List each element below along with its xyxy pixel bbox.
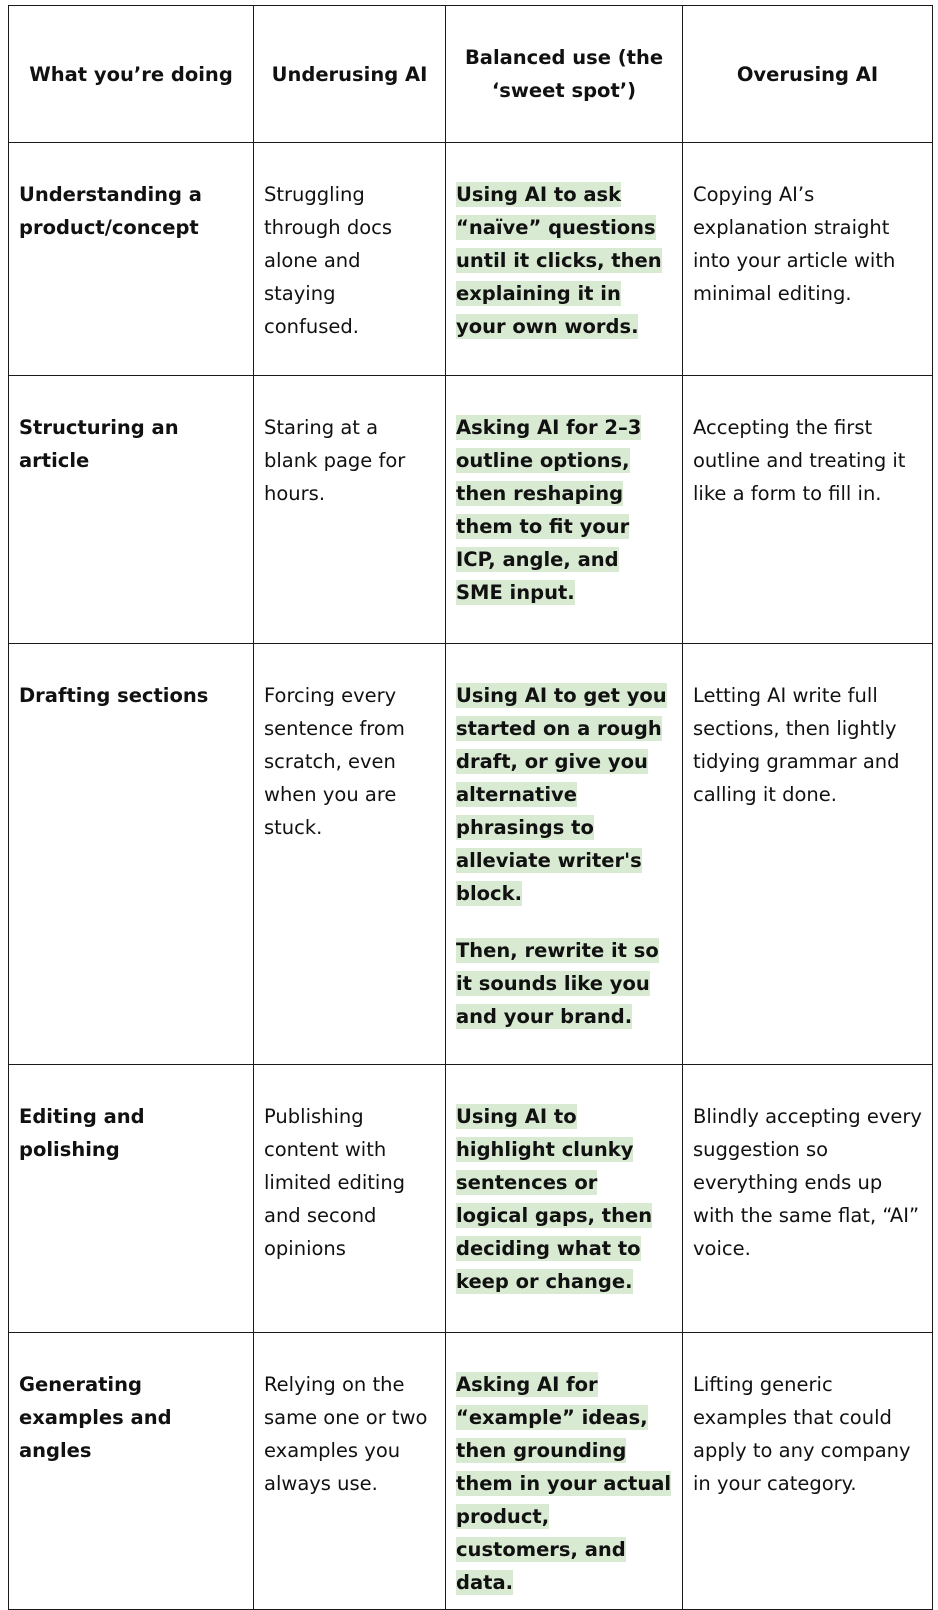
- comparison-table: [8, 5, 933, 1610]
- underusing-cell: Relying on the same one or two examples you always use.: [254, 1333, 446, 1610]
- balanced-paragraph: Using AI to ask “naïve” questions until it clicks, then explaining it in your own words.: [456, 183, 662, 338]
- task-cell: Understanding a product/concept: [9, 143, 254, 376]
- header-task: What you’re doing: [9, 6, 254, 143]
- header-balanced: Balanced use (the ‘sweet spot’): [446, 6, 683, 143]
- balanced-paragraph: Then, rewrite it so it sounds like you and your brand.: [456, 939, 659, 1028]
- balanced-cell: [446, 1065, 683, 1333]
- underusing-cell: Struggling through docs alone and staying confused.: [254, 143, 446, 376]
- task-cell: Drafting sections: [9, 644, 254, 1065]
- table-row: [9, 644, 933, 1065]
- underusing-cell: Staring at a blank page for hours.: [254, 376, 446, 644]
- overusing-cell: Lifting generic examples that could apply to any company in your category.: [683, 1333, 933, 1610]
- underusing-cell: Publishing content with limited editing and second opinions: [254, 1065, 446, 1333]
- underusing-cell: Forcing every sentence from scratch, even when you are stuck.: [254, 644, 446, 1065]
- overusing-cell: Accepting the first outline and treating it like a form to fill in.: [683, 376, 933, 644]
- table-row: [9, 376, 933, 644]
- overusing-cell: Blindly accepting every suggestion so everything ends up with the same flat, “AI” voice.: [683, 1065, 933, 1333]
- balanced-cell: [446, 1333, 683, 1610]
- balanced-cell: [446, 644, 683, 1065]
- header-row: [9, 6, 933, 143]
- balanced-paragraph: Asking AI for 2–3 outline options, then reshaping them to fit your ICP, angle, and SME input.: [456, 416, 642, 604]
- balanced-cell: [446, 376, 683, 644]
- balanced-paragraph: Using AI to get you started on a rough draft, or give you alternative phrasings to alleviate writer's block.: [456, 684, 667, 905]
- table-row: [9, 1065, 933, 1333]
- task-cell: Editing and polishing: [9, 1065, 254, 1333]
- header-overusing: Overusing AI: [683, 6, 933, 143]
- table-row: [9, 143, 933, 376]
- task-cell: Structuring an article: [9, 376, 254, 644]
- table-row: [9, 1333, 933, 1610]
- task-cell: Generating examples and angles: [9, 1333, 254, 1610]
- balanced-paragraph: Asking AI for “example” ideas, then grounding them in your actual product, customers, and data.: [456, 1373, 672, 1594]
- header-underusing: Underusing AI: [254, 6, 446, 143]
- overusing-cell: Copying AI’s explanation straight into your article with minimal editing.: [683, 143, 933, 376]
- overusing-cell: Letting AI write full sections, then lightly tidying grammar and calling it done.: [683, 644, 933, 1065]
- balanced-cell: [446, 143, 683, 376]
- balanced-paragraph: Using AI to highlight clunky sentences or logical gaps, then deciding what to keep or change.: [456, 1105, 653, 1293]
